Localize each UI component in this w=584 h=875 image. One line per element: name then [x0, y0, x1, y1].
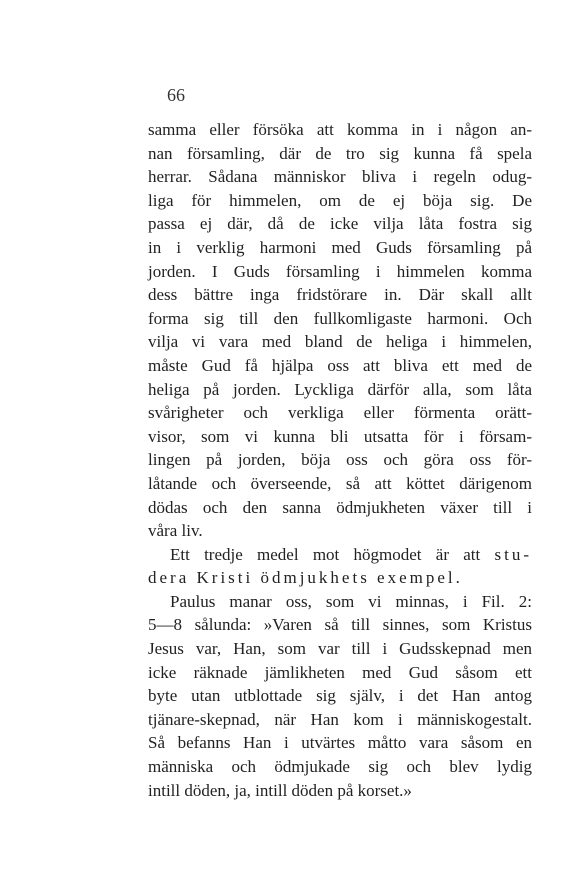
text-line [148, 543, 532, 567]
text-line: tjänare-skepnad, när Han kom i människogestalt. [148, 709, 532, 729]
text-line: lingen på jorden, böja oss och göra oss för- [148, 450, 532, 470]
text-line: forma sig till den fullkomligaste harmoni. Och [148, 308, 532, 328]
body-text [148, 118, 532, 802]
text-line: in i verklig harmoni med Guds församling på [148, 237, 532, 257]
spaced-emphasis: dera Kristi ödmjukhets exempel [148, 568, 456, 588]
text-line: herrar. Sådana människor bliva i regeln odug- [148, 167, 532, 187]
text-run: . [455, 568, 460, 588]
text-line: låtande och överseende, så att köttet därigenom [148, 473, 532, 493]
text-line: intill döden, ja, intill döden på korset.» [148, 780, 412, 800]
text-line: nan församling, där de tro sig kunna få spela [148, 143, 532, 163]
text-line: 5—8 sålunda: »Varen så till sinnes, som Kristus [148, 615, 532, 635]
text-line: heliga på jorden. Lyckliga därför alla, som låta [148, 379, 532, 399]
text-line: Paulus manar oss, som vi minnas, i Fil. 2: [170, 591, 532, 611]
text-run: Ett tredje medel mot högmodet är att [170, 544, 495, 564]
spaced-emphasis: stu- [494, 544, 532, 564]
text-line: människa och ödmjukade sig och blev lydig [148, 757, 532, 777]
text-line: passa ej där, då de icke vilja låta fostra sig [148, 214, 532, 234]
page-number: 66 [167, 85, 185, 105]
text-line: Jesus var, Han, som var till i Gudsskepnad men [148, 639, 532, 659]
text-line: byte utan utblottade sig själv, i det Han antog [148, 686, 532, 706]
text-line: dödas och den sanna ödmjukheten växer till i [148, 497, 532, 517]
text-line: måste Gud få hjälpa oss att bliva ett med de [148, 355, 532, 375]
text-line [148, 566, 532, 590]
text-line: icke räknade jämlikheten med Gud såsom ett [148, 662, 532, 682]
text-line: liga för himmelen, om de ej böja sig. De [148, 190, 532, 210]
text-line: vilja vi vara med bland de heliga i himmelen, [148, 332, 532, 352]
text-line: dess bättre inga fridstörare in. Där skall allt [148, 285, 532, 305]
text-line: svårigheter och verkliga eller förmenta orätt- [148, 403, 532, 423]
text-line: jorden. I Guds församling i himmelen komma [148, 261, 532, 281]
text-line: Så befanns Han i utvärtes måtto vara såsom en [148, 733, 532, 753]
text-line: våra liv. [148, 521, 203, 541]
text-line: samma eller försöka att komma in i någon an- [148, 120, 532, 139]
text-line: visor, som vi kunna bli utsatta för i försam- [148, 426, 532, 446]
